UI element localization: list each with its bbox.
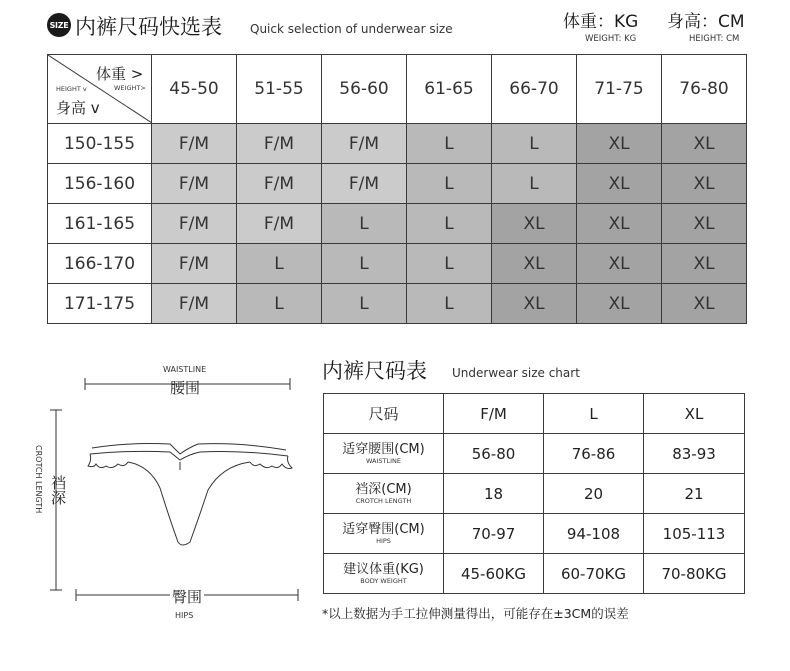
height-unit: 身高：CM bbox=[667, 12, 745, 32]
size-cell: L bbox=[322, 204, 407, 244]
corner-height-label-en: HEIGHT v bbox=[56, 85, 87, 93]
weight-header: 76-80 bbox=[662, 55, 747, 124]
size-cell: L bbox=[407, 244, 492, 284]
column-header: XL bbox=[644, 394, 745, 434]
size-chart-title: 内裤尺码表 bbox=[322, 359, 427, 383]
size-cell: XL bbox=[492, 204, 577, 244]
table-cell: 18 bbox=[444, 474, 544, 514]
grid-corner-cell bbox=[48, 55, 152, 124]
table-cell: 76-86 bbox=[544, 434, 644, 474]
table-cell: 60-70KG bbox=[544, 554, 644, 594]
size-cell: L bbox=[492, 124, 577, 164]
size-cell: XL bbox=[577, 204, 662, 244]
row-label bbox=[324, 474, 444, 514]
size-cell: XL bbox=[662, 204, 747, 244]
weight-header: 45-50 bbox=[152, 55, 237, 124]
row-label-en: BODY WEIGHT bbox=[360, 576, 407, 585]
crotch-label: 裆深 bbox=[49, 475, 67, 505]
row-label-en: CROTCH LENGTH bbox=[355, 496, 412, 505]
size-cell: F/M bbox=[152, 124, 237, 164]
corner-weight-label: 体重 > bbox=[96, 65, 144, 83]
table-cell: 70-97 bbox=[444, 514, 544, 554]
row-label-cn: 裆深(CM) bbox=[355, 481, 412, 497]
height-header: 166-170 bbox=[48, 244, 152, 284]
corner-height-label: 身高 v bbox=[56, 99, 100, 117]
size-cell: L bbox=[407, 164, 492, 204]
table-row bbox=[48, 244, 747, 284]
size-cell: L bbox=[407, 124, 492, 164]
hips-label-en: HIPS bbox=[175, 611, 194, 620]
size-cell: F/M bbox=[237, 164, 322, 204]
size-chart-table bbox=[323, 393, 745, 594]
size-cell: F/M bbox=[152, 244, 237, 284]
size-cell: XL bbox=[577, 284, 662, 324]
garment-outline bbox=[88, 444, 292, 546]
table-row bbox=[48, 124, 747, 164]
table-cell: 94-108 bbox=[544, 514, 644, 554]
crotch-label-en: CROTCH LENGTH bbox=[34, 445, 43, 514]
corner-weight-label-en: WEIGHT> bbox=[114, 84, 146, 92]
table-row bbox=[324, 554, 745, 594]
table-cell: 21 bbox=[644, 474, 745, 514]
height-header: 171-175 bbox=[48, 284, 152, 324]
size-cell: XL bbox=[662, 164, 747, 204]
size-cell: F/M bbox=[237, 124, 322, 164]
height-unit-en: HEIGHT: CM bbox=[689, 34, 740, 44]
row-label-en: HIPS bbox=[376, 536, 391, 545]
row-label-cn: 适穿臀围(CM) bbox=[342, 521, 425, 537]
size-cell: XL bbox=[662, 124, 747, 164]
page-title: 内裤尺码快选表 bbox=[75, 15, 222, 39]
weight-header: 66-70 bbox=[492, 55, 577, 124]
size-cell: XL bbox=[577, 164, 662, 204]
table-cell: 70-80KG bbox=[644, 554, 745, 594]
size-cell: F/M bbox=[152, 204, 237, 244]
row-label-en: WAISTLINE bbox=[365, 456, 402, 465]
row-label-cn: 适穿腰围(CM) bbox=[342, 441, 425, 457]
height-header: 161-165 bbox=[48, 204, 152, 244]
weight-header: 71-75 bbox=[577, 55, 662, 124]
size-cell: L bbox=[407, 204, 492, 244]
table-cell: 83-93 bbox=[644, 434, 745, 474]
height-header: 156-160 bbox=[48, 164, 152, 204]
size-cell: L bbox=[237, 244, 322, 284]
size-cell: L bbox=[492, 164, 577, 204]
size-cell: XL bbox=[492, 244, 577, 284]
size-cell: F/M bbox=[322, 124, 407, 164]
height-header: 150-155 bbox=[48, 124, 152, 164]
size-cell: L bbox=[322, 284, 407, 324]
table-cell: 45-60KG bbox=[444, 554, 544, 594]
column-header: L bbox=[544, 394, 644, 434]
waistline-label: 腰围 bbox=[170, 379, 201, 397]
size-cell: F/M bbox=[152, 284, 237, 324]
quick-selection-table bbox=[47, 54, 747, 324]
size-cell: XL bbox=[577, 244, 662, 284]
table-cell: 105-113 bbox=[644, 514, 745, 554]
row-label bbox=[324, 514, 444, 554]
size-cell: F/M bbox=[237, 204, 322, 244]
table-row bbox=[324, 514, 745, 554]
weight-header: 51-55 bbox=[237, 55, 322, 124]
waistline-label-en: WAISTLINE bbox=[163, 365, 207, 374]
weight-unit-en: WEIGHT: KG bbox=[585, 34, 637, 44]
size-cell: XL bbox=[662, 244, 747, 284]
column-header: F/M bbox=[444, 394, 544, 434]
size-cell: XL bbox=[577, 124, 662, 164]
measurement-note: *以上数据为手工拉伸测量得出，可能存在±3CM的误差 bbox=[322, 606, 629, 621]
row-label bbox=[324, 434, 444, 474]
size-chart-subtitle: Underwear size chart bbox=[452, 366, 580, 380]
size-cell: F/M bbox=[152, 164, 237, 204]
size-cell: L bbox=[407, 284, 492, 324]
size-cell: L bbox=[322, 244, 407, 284]
waist-measure-line bbox=[85, 378, 290, 390]
row-label-cn: 建议体重(KG) bbox=[343, 561, 424, 577]
size-cell: XL bbox=[492, 284, 577, 324]
weight-unit: 体重：KG bbox=[563, 12, 639, 32]
page-subtitle: Quick selection of underwear size bbox=[250, 22, 453, 36]
size-cell: F/M bbox=[322, 164, 407, 204]
table-row bbox=[48, 164, 747, 204]
table-row bbox=[324, 434, 745, 474]
weight-header: 56-60 bbox=[322, 55, 407, 124]
size-cell: L bbox=[237, 284, 322, 324]
table-row bbox=[48, 204, 747, 244]
column-header: 尺码 bbox=[324, 394, 444, 434]
table-row bbox=[324, 474, 745, 514]
table-header-row bbox=[324, 394, 745, 434]
weight-header: 61-65 bbox=[407, 55, 492, 124]
row-label bbox=[324, 554, 444, 594]
size-cell: XL bbox=[662, 284, 747, 324]
table-row bbox=[48, 284, 747, 324]
table-cell: 20 bbox=[544, 474, 644, 514]
hips-label: 臀围 bbox=[172, 588, 203, 606]
table-cell: 56-80 bbox=[444, 434, 544, 474]
size-badge-icon: SIZE bbox=[47, 13, 71, 37]
